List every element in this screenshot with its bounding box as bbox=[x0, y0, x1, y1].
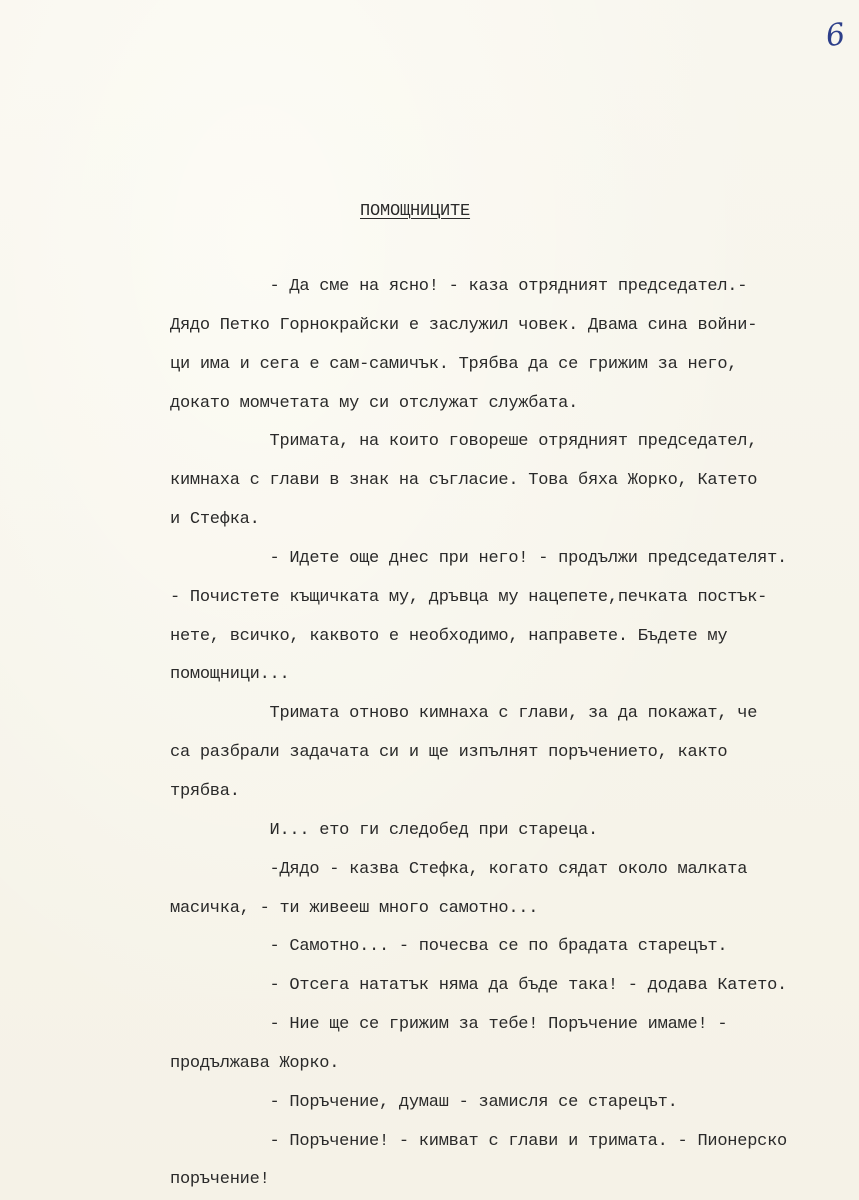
text-line: - Идете още днес при него! - продължи председателят. bbox=[170, 548, 788, 568]
text-line: - Почистете къщичката му, дръвца му нацепете,печката постък- bbox=[170, 587, 768, 607]
text-line: нете, всичко, каквото е необходимо, направете. Бъдете му bbox=[170, 626, 728, 646]
text-line: - Да сме на ясно! - каза отрядният председател.- bbox=[170, 277, 748, 296]
text-line: кимнаха с глави в знак на съгласие. Това бяха Жорко, Катето bbox=[170, 471, 758, 491]
text-line: и Стефка. bbox=[170, 510, 260, 530]
text-line: - Отсега нататък няма да бъде така! - додава Катето. bbox=[170, 976, 788, 996]
text-line: Тримата, на които говореше отрядният председател, bbox=[170, 432, 758, 452]
text-line: поръчение! bbox=[170, 1170, 270, 1190]
text-line: - Самотно... - почесва се по брадата старецът. bbox=[170, 937, 728, 957]
text-line: трябва. bbox=[170, 781, 240, 801]
text-line: докато момчетата му си отслужат службата. bbox=[170, 393, 579, 413]
text-line: помощници... bbox=[170, 665, 290, 685]
document-title: ПОМОЩНИЦИТЕ bbox=[360, 202, 471, 221]
text-line: Дядо Петко Горнокрайски е заслужил човек. Двама сина войни- bbox=[170, 315, 758, 335]
document-body bbox=[170, 268, 850, 1200]
text-line: - Поръчение, думаш - замисля се старецът. bbox=[170, 1092, 678, 1112]
text-line: Тримата отново кимнаха с глави, за да покажат, че bbox=[170, 704, 758, 724]
text-line: -Дядо - казва Стефка, когато сядат около малката bbox=[170, 859, 748, 879]
text-line: - Ние ще се грижим за тебе! Поръчение имаме! - bbox=[170, 1015, 728, 1035]
text-line: - Поръчение! - кимват с глави и тримата. - Пионерско bbox=[170, 1131, 788, 1151]
text-line: И... ето ги следобед при стареца. bbox=[170, 820, 598, 840]
text-line: ци има и сега е сам-самичък. Трябва да се грижим за него, bbox=[170, 354, 738, 374]
text-line: продължава Жорко. bbox=[170, 1053, 340, 1073]
text-line: са разбрали задачата си и ще изпълнят поръчението, както bbox=[170, 743, 728, 763]
text-line: масичка, - ти живееш много самотно... bbox=[170, 898, 539, 918]
handwritten-page-number: 6 bbox=[823, 16, 848, 55]
